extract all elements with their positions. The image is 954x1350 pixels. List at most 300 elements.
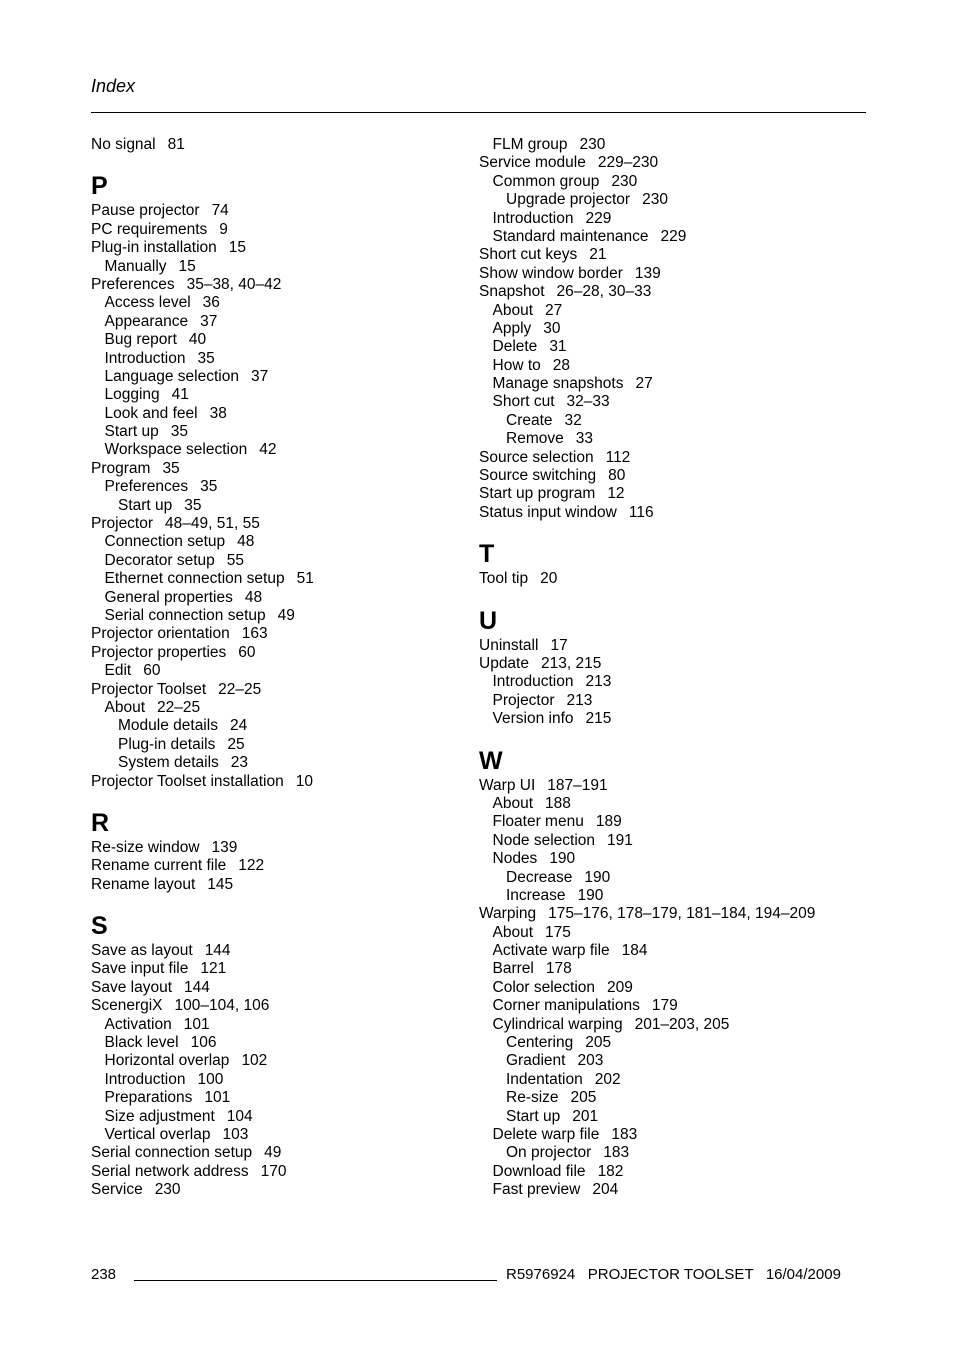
index-entry: [91, 239, 461, 257]
index-term: Source selection: [479, 448, 594, 466]
index-term: Standard maintenance: [492, 227, 649, 245]
index-term: Projector: [91, 515, 154, 533]
index-entry: [91, 1126, 461, 1144]
index-pages: 51: [296, 570, 314, 588]
index-pages: 202: [594, 1070, 621, 1088]
index-entry: [91, 386, 461, 404]
index-entry: [91, 979, 461, 997]
index-entry: [91, 136, 461, 154]
index-pages: 80: [608, 467, 626, 485]
index-pages: 38: [209, 404, 227, 422]
index-entry: [91, 839, 461, 857]
index-term: FLM group: [492, 136, 568, 153]
index-term: Projector Toolset installation: [91, 772, 284, 790]
index-entry: [479, 795, 879, 813]
index-pages: 37: [250, 367, 269, 385]
index-pages: 213: [585, 673, 612, 691]
index-pages: 229–230: [597, 154, 659, 172]
index-term: Connection setup: [104, 533, 226, 551]
index-term: Re-size: [506, 1089, 559, 1107]
index-pages: 81: [167, 136, 185, 153]
index-entry: [479, 154, 879, 172]
index-entry: [479, 246, 879, 264]
index-term: Projector properties: [91, 643, 227, 661]
index-pages: 178: [545, 960, 572, 978]
index-entry: [479, 637, 879, 655]
index-term: Horizontal overlap: [104, 1052, 230, 1070]
index-term: Language selection: [104, 367, 239, 385]
index-entry: [91, 589, 461, 607]
index-pages: 139: [634, 264, 661, 282]
index-entry: [479, 1016, 879, 1034]
index-term: Preferences: [91, 275, 175, 293]
index-entry: [91, 294, 461, 312]
index-pages: 104: [226, 1107, 253, 1125]
index-term: Nodes: [492, 850, 538, 868]
index-pages: 184: [621, 942, 648, 960]
index-term: On projector: [506, 1144, 592, 1162]
document-info: R5976924 PROJECTOR TOOLSET 16/04/2009: [506, 1266, 841, 1283]
index-letter-heading: T: [479, 540, 495, 569]
index-entry: [91, 773, 461, 791]
index-term: Service module: [479, 154, 586, 172]
index-term: Create: [506, 411, 553, 429]
index-term: Cylindrical warping: [492, 1015, 623, 1033]
index-term: Black level: [104, 1034, 179, 1052]
index-term: Source switching: [479, 467, 597, 485]
index-term: Save layout: [91, 978, 172, 996]
index-entry: [91, 350, 461, 368]
index-entry: [91, 857, 461, 875]
index-term: About: [104, 698, 146, 716]
index-pages: 179: [651, 997, 678, 1015]
index-entry: [479, 449, 879, 467]
index-entry: [91, 331, 461, 349]
index-pages: 9: [219, 220, 228, 238]
index-pages: 144: [184, 978, 210, 996]
index-pages: 32–33: [566, 393, 610, 411]
index-term: Logging: [104, 386, 160, 404]
index-pages: 205: [585, 1034, 612, 1052]
index-term: Serial connection setup: [91, 1144, 253, 1162]
index-entry: [479, 960, 879, 978]
index-letter-heading: W: [479, 746, 503, 775]
index-term: Ethernet connection setup: [104, 570, 285, 588]
index-pages: 27: [545, 301, 563, 319]
index-entry: [479, 942, 879, 960]
index-entry: [479, 1052, 879, 1070]
index-entry: [91, 1163, 461, 1181]
index-pages: 101: [204, 1089, 231, 1107]
index-term: Save as layout: [91, 942, 193, 960]
index-term: Look and feel: [104, 404, 198, 422]
index-pages: 28: [552, 356, 570, 374]
index-entry: [479, 283, 879, 301]
index-entry: [479, 673, 879, 691]
index-pages: 25: [227, 735, 245, 753]
index-term: General properties: [104, 588, 233, 606]
index-pages: 229: [660, 227, 687, 245]
index-entry: [91, 405, 461, 423]
index-pages: 187–191: [547, 776, 608, 794]
index-pages: 215: [585, 710, 612, 728]
index-pages: 48–49, 51, 55: [165, 515, 260, 533]
index-pages: 101: [183, 1015, 210, 1033]
index-pages: 22–25: [218, 680, 262, 698]
index-pages: 175: [545, 923, 571, 941]
index-pages: 41: [171, 386, 189, 404]
index-entry: [91, 368, 461, 386]
index-pages: 230: [154, 1181, 181, 1199]
index-entry: [91, 441, 461, 459]
index-term: Introduction: [104, 1070, 186, 1088]
index-pages: 145: [207, 875, 234, 893]
index-term: Save input file: [91, 960, 189, 978]
index-entry: [91, 1071, 461, 1089]
index-entry: [479, 412, 879, 430]
index-pages: 189: [595, 813, 622, 831]
index-term: Projector orientation: [91, 625, 230, 643]
index-pages: 12: [607, 485, 625, 503]
index-entry: [479, 302, 879, 320]
index-term: Indentation: [506, 1070, 583, 1088]
index-term: Re-size window: [91, 838, 200, 856]
index-pages: 33: [575, 430, 593, 448]
index-entry: [479, 1181, 879, 1199]
index-entry: [479, 869, 879, 887]
index-term: No signal: [91, 136, 156, 153]
index-pages: 190: [584, 868, 611, 886]
index-entry: [479, 1071, 879, 1089]
index-pages: 103: [222, 1125, 249, 1143]
index-term: Activate warp file: [492, 942, 610, 960]
index-pages: 35: [162, 459, 180, 477]
index-pages: 209: [607, 978, 633, 996]
index-entry: [479, 997, 879, 1015]
index-term: Upgrade projector: [506, 191, 631, 209]
index-term: Manually: [104, 257, 167, 275]
index-term: Status input window: [479, 503, 617, 521]
index-pages: 182: [597, 1162, 624, 1180]
index-pages: 48: [237, 533, 255, 551]
index-term: Introduction: [104, 349, 186, 367]
index-pages: 229: [585, 209, 612, 227]
index-entry: [91, 515, 461, 533]
index-term: Bug report: [104, 331, 177, 349]
index-entry: [91, 423, 461, 441]
index-pages: 42: [259, 441, 277, 459]
index-entry: [479, 320, 879, 338]
index-entry: [91, 1144, 461, 1162]
index-entry: [479, 467, 879, 485]
index-term: Preferences: [104, 478, 189, 496]
index-pages: 31: [549, 338, 567, 356]
index-entry: [91, 478, 461, 496]
index-entry: [479, 504, 879, 522]
index-term: Download file: [492, 1162, 586, 1180]
index-term: About: [492, 301, 534, 319]
index-entry: [479, 191, 879, 209]
index-pages: 10: [295, 772, 313, 790]
index-pages: 35–38, 40–42: [186, 275, 282, 293]
index-term: Warp UI: [479, 776, 536, 794]
index-term: Plug-in details: [118, 735, 216, 753]
index-term: Show window border: [479, 264, 623, 282]
index-entry: [91, 1016, 461, 1034]
index-entry: [479, 979, 879, 997]
index-pages: 121: [200, 960, 227, 978]
index-pages: 35: [200, 478, 218, 496]
index-pages: 60: [238, 643, 256, 661]
index-entry: [91, 717, 461, 735]
index-pages: 102: [241, 1052, 268, 1070]
index-entry: [91, 754, 461, 772]
index-entry: [479, 1108, 879, 1126]
index-term: Plug-in installation: [91, 239, 217, 257]
index-term: ScenergiX: [91, 997, 163, 1015]
index-term: Uninstall: [479, 636, 539, 654]
index-entry: [479, 357, 879, 375]
index-term: Size adjustment: [104, 1107, 215, 1125]
index-term: Apply: [492, 319, 532, 337]
index-entry: [479, 1144, 879, 1162]
index-pages: 60: [143, 662, 161, 680]
index-pages: 188: [545, 794, 571, 812]
page-number: 238: [91, 1266, 117, 1283]
index-entry: [479, 1126, 879, 1144]
index-entry: [91, 644, 461, 662]
index-entry: [479, 228, 879, 246]
index-pages: 35: [170, 423, 189, 441]
index-pages: 175–176, 178–179, 181–184, 194–209: [548, 905, 816, 923]
index-entry: [91, 258, 461, 276]
index-entry: [91, 1052, 461, 1070]
index-entry: [91, 607, 461, 625]
index-pages: 106: [190, 1034, 217, 1052]
index-term: Start up program: [479, 485, 596, 503]
index-term: Appearance: [104, 312, 189, 330]
index-entry: [91, 497, 461, 515]
index-term: Increase: [506, 886, 566, 904]
index-pages: 26–28, 30–33: [556, 283, 652, 301]
index-pages: 49: [277, 606, 295, 624]
index-pages: 201: [572, 1107, 599, 1125]
index-entry: [479, 430, 879, 448]
index-term: Fast preview: [492, 1181, 581, 1199]
index-term: Pause projector: [91, 202, 200, 220]
index-column-left: [91, 136, 461, 1200]
index-entry: [479, 692, 879, 710]
index-entry: [91, 997, 461, 1015]
index-pages: 213: [566, 691, 593, 709]
index-entry: [91, 202, 461, 220]
index-term: Rename current file: [91, 857, 227, 875]
index-pages: 100: [197, 1070, 224, 1088]
index-pages: 24: [229, 717, 248, 735]
index-pages: 36: [202, 294, 220, 312]
index-pages: 35: [197, 349, 215, 367]
index-pages: 163: [241, 625, 268, 643]
index-column-right: [479, 136, 879, 1200]
index-term: Start up: [104, 423, 159, 441]
index-pages: 230: [642, 191, 668, 209]
index-term: Centering: [506, 1034, 574, 1052]
index-term: Update: [479, 654, 529, 672]
index-term: Access level: [104, 294, 191, 312]
index-entry: [479, 1034, 879, 1052]
index-pages: 183: [611, 1125, 638, 1143]
index-term: Warping: [479, 905, 537, 923]
index-term: Gradient: [506, 1052, 566, 1070]
index-pages: 27: [635, 375, 653, 393]
index-entry: [91, 699, 461, 717]
index-term: Vertical overlap: [104, 1125, 211, 1143]
index-entry: [479, 850, 879, 868]
index-letter-heading: S: [91, 912, 108, 941]
index-term: Decrease: [506, 868, 573, 886]
index-pages: 48: [244, 588, 263, 606]
index-entry: [91, 313, 461, 331]
index-pages: 74: [211, 202, 229, 220]
index-entry: [479, 265, 879, 283]
index-pages: 15: [178, 257, 196, 275]
index-entry: [479, 832, 879, 850]
index-pages: 22–25: [157, 698, 201, 716]
index-pages: 144: [204, 942, 231, 960]
index-entry: [91, 876, 461, 894]
index-entry: [479, 393, 879, 411]
index-pages: 30: [543, 319, 561, 337]
index-entry: [91, 1089, 461, 1107]
index-term: Short cut: [492, 393, 555, 411]
index-pages: 35: [184, 496, 202, 514]
index-term: Rename layout: [91, 875, 196, 893]
index-term: Short cut keys: [479, 246, 578, 264]
index-term: PC requirements: [91, 220, 208, 238]
index-entry: [479, 710, 879, 728]
index-pages: 15: [228, 239, 247, 257]
index-pages: 191: [607, 831, 633, 849]
index-pages: 183: [603, 1144, 630, 1162]
index-entry: [479, 777, 879, 795]
index-entry: [91, 552, 461, 570]
index-term: Start up: [118, 496, 173, 514]
index-term: Projector: [492, 691, 555, 709]
section-title: Index: [91, 76, 136, 96]
index-term: Corner manipulations: [492, 997, 640, 1015]
index-pages: 17: [550, 636, 568, 654]
index-term: System details: [118, 754, 219, 772]
index-pages: 205: [570, 1089, 597, 1107]
index-entry: [91, 276, 461, 294]
index-entry: [479, 210, 879, 228]
index-entry: [91, 1181, 461, 1199]
index-entry: [479, 338, 879, 356]
index-entry: [479, 375, 879, 393]
index-term: Decorator setup: [104, 551, 215, 569]
index-pages: 100–104, 106: [174, 997, 270, 1015]
index-pages: 190: [549, 850, 576, 868]
index-letter-heading: R: [91, 808, 110, 837]
index-entry: [479, 813, 879, 831]
index-term: Snapshot: [479, 283, 545, 301]
index-pages: 230: [579, 136, 606, 153]
index-entry: [479, 655, 879, 673]
index-term: How to: [492, 356, 541, 374]
index-entry: [91, 681, 461, 699]
index-entry: [91, 1108, 461, 1126]
index-pages: 204: [592, 1181, 619, 1199]
index-entry: [479, 905, 879, 923]
index-term: Workspace selection: [104, 441, 248, 459]
index-pages: 21: [589, 246, 607, 264]
index-entry: [479, 1089, 879, 1107]
index-term: Module details: [118, 717, 218, 735]
index-entry: [91, 570, 461, 588]
index-pages: 37: [200, 312, 218, 330]
index-term: Introduction: [492, 673, 574, 691]
index-term: Serial network address: [91, 1162, 249, 1180]
index-pages: 230: [611, 172, 638, 190]
index-term: Common group: [492, 172, 600, 190]
index-entry: [479, 173, 879, 191]
index-pages: 122: [238, 857, 265, 875]
index-term: Remove: [506, 430, 564, 448]
index-term: Projector Toolset: [91, 680, 207, 698]
index-entry: [479, 887, 879, 905]
index-term: Activation: [104, 1015, 172, 1033]
index-pages: 203: [577, 1052, 604, 1070]
index-entry: [91, 1034, 461, 1052]
index-term: About: [492, 794, 534, 812]
header-divider: [91, 112, 866, 113]
index-pages: 20: [540, 570, 558, 588]
index-pages: 112: [605, 448, 631, 466]
index-entry: [91, 960, 461, 978]
index-pages: 49: [264, 1144, 282, 1162]
index-term: Service: [91, 1181, 143, 1199]
index-entry: [479, 1163, 879, 1181]
footer-divider: [134, 1280, 497, 1281]
index-pages: 40: [188, 331, 207, 349]
index-pages: 190: [577, 886, 604, 904]
index-term: Delete: [492, 338, 538, 356]
index-entry: [91, 736, 461, 754]
index-letter-heading: P: [91, 172, 108, 201]
index-entry: [91, 533, 461, 551]
index-pages: 170: [260, 1162, 287, 1180]
index-entry: [91, 221, 461, 239]
index-term: Version info: [492, 710, 574, 728]
index-term: Delete warp file: [492, 1125, 600, 1143]
index-pages: 55: [226, 551, 245, 569]
index-pages: 116: [628, 503, 654, 521]
index-term: Start up: [506, 1107, 561, 1125]
index-pages: 201–203, 205: [634, 1015, 730, 1033]
index-term: Preparations: [104, 1089, 193, 1107]
index-term: Tool tip: [479, 570, 529, 588]
index-entry: [91, 942, 461, 960]
index-pages: 213, 215: [540, 654, 602, 672]
index-term: Serial connection setup: [104, 606, 266, 624]
index-letter-heading: U: [479, 606, 498, 635]
index-term: Manage snapshots: [492, 375, 624, 393]
index-entry: [91, 662, 461, 680]
index-pages: 139: [211, 838, 238, 856]
index-entry: [479, 136, 879, 154]
index-term: Color selection: [492, 978, 596, 996]
index-term: Program: [91, 459, 151, 477]
